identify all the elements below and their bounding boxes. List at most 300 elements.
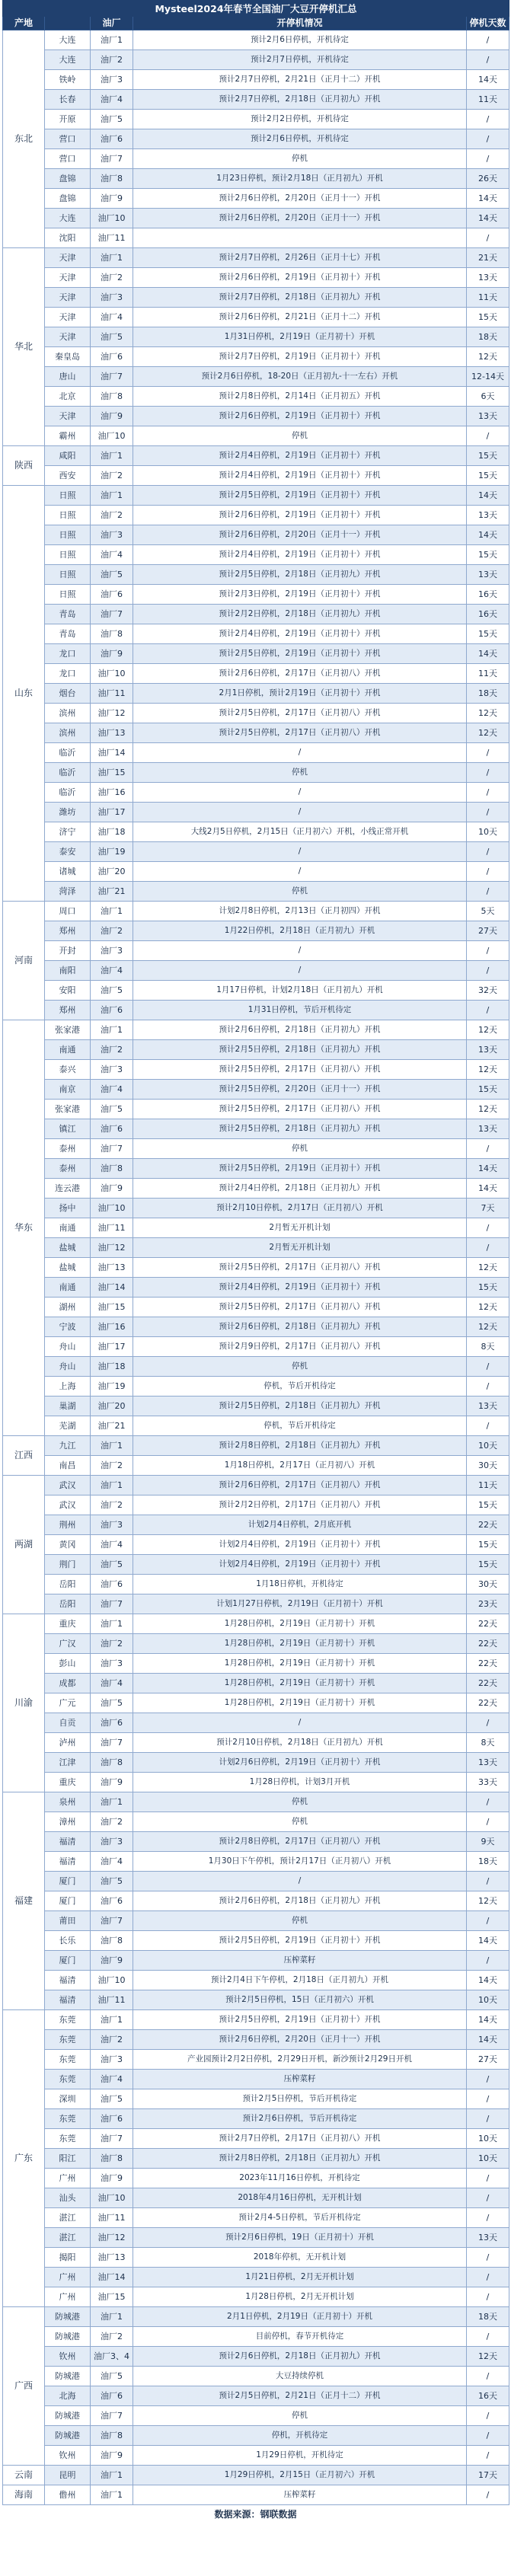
days-cell: /: [467, 2485, 509, 2505]
city-cell: 青岛: [45, 624, 91, 644]
days-cell: 27天: [467, 2050, 509, 2070]
city-cell: 营口: [45, 129, 91, 149]
days-cell: 15天: [467, 1278, 509, 1298]
plant-cell: 油厂4: [91, 1080, 133, 1100]
table-row: [3, 1298, 509, 1317]
city-cell: 重庆: [45, 1773, 91, 1792]
table-row: [3, 1337, 509, 1357]
table-row: [3, 585, 509, 605]
plant-cell: 油厂5: [91, 110, 133, 129]
plant-cell: 油厂8: [91, 169, 133, 189]
table-row: [3, 941, 509, 961]
city-cell: 泉州: [45, 1792, 91, 1812]
plant-cell: 油厂10: [91, 2188, 133, 2208]
city-cell: 天津: [45, 248, 91, 268]
status-cell: 1月28日停机，2月19日（正月初十）开机: [133, 1654, 467, 1674]
plant-cell: 油厂1: [91, 1792, 133, 1812]
days-cell: /: [467, 2327, 509, 2347]
table-row: [3, 2129, 509, 2149]
status-cell: 预计2月8日停机，2月18日（正月初九）开机: [133, 1436, 467, 1456]
plant-cell: 油厂13: [91, 1258, 133, 1278]
status-cell: 预计2月5日停机，2月20日（正月十一）开机: [133, 1080, 467, 1100]
city-cell: 南阳: [45, 961, 91, 981]
table-body: [3, 1, 509, 2505]
status-cell: 压榨菜籽: [133, 2070, 467, 2089]
status-cell: 计划2月4日停机，2月19日（正月初十）开机: [133, 1535, 467, 1555]
status-cell: 预计2月4日停机，2月19日（正月初十）开机: [133, 446, 467, 466]
plant-cell: 油厂9: [91, 407, 133, 426]
table-row: [3, 2089, 509, 2109]
city-cell: 南通: [45, 1278, 91, 1298]
table-row: [3, 1872, 509, 1891]
table-row: [3, 387, 509, 407]
days-cell: /: [467, 2367, 509, 2386]
plant-cell: 油厂5: [91, 565, 133, 585]
city-cell: 自贡: [45, 1713, 91, 1733]
table-row: [3, 1654, 509, 1674]
table-row: [3, 268, 509, 288]
table-row: [3, 2228, 509, 2248]
status-cell: 停机: [133, 1812, 467, 1832]
city-cell: 镇江: [45, 1119, 91, 1139]
plant-cell: 油厂6: [91, 1713, 133, 1733]
city-cell: 周口: [45, 902, 91, 921]
region-cell: 河南: [3, 902, 45, 1020]
plant-cell: 油厂16: [91, 1317, 133, 1337]
plant-cell: 油厂1: [91, 30, 133, 50]
plant-cell: 油厂9: [91, 1179, 133, 1199]
table-row: [3, 1159, 509, 1179]
table-row: [3, 1080, 509, 1100]
status-cell: 预计2月6日停机，2月19日（正月初十）开机: [133, 506, 467, 525]
table-title: Mysteel2024年春节全国油厂大豆开停机汇总: [3, 1, 509, 17]
days-cell: /: [467, 1792, 509, 1812]
city-cell: 成都: [45, 1674, 91, 1693]
days-cell: 14天: [467, 1179, 509, 1199]
status-cell: 停机: [133, 1139, 467, 1159]
city-cell: 舟山: [45, 1357, 91, 1377]
status-cell: 1月29日停机，2月15日（正月初六）开机: [133, 2466, 467, 2485]
city-cell: 日照: [45, 585, 91, 605]
status-cell: 预计2月5日停机，2月17日（正月初八）开机: [133, 1060, 467, 1080]
plant-cell: 油厂3: [91, 525, 133, 545]
table-row: [3, 882, 509, 902]
plant-cell: 油厂3、4: [91, 2347, 133, 2367]
days-cell: /: [467, 2208, 509, 2228]
city-cell: 宁波: [45, 1317, 91, 1337]
days-cell: 33天: [467, 1773, 509, 1792]
city-cell: 咸阳: [45, 446, 91, 466]
status-cell: 停机: [133, 882, 467, 902]
city-cell: 西安: [45, 466, 91, 486]
table-row: [3, 149, 509, 169]
days-cell: 14天: [467, 209, 509, 228]
days-cell: /: [467, 763, 509, 783]
plant-cell: 油厂7: [91, 1911, 133, 1931]
status-cell: 预计2月5日停机，2月18日（正月初九）开机: [133, 1119, 467, 1139]
status-cell: /: [133, 941, 467, 961]
status-cell: 预计2月6日停机，2月20日（正月十一）开机: [133, 525, 467, 545]
days-cell: 12天: [467, 1258, 509, 1278]
plant-cell: 油厂3: [91, 2050, 133, 2070]
days-cell: /: [467, 1812, 509, 1832]
table-row: [3, 1713, 509, 1733]
city-cell: 昆明: [45, 2466, 91, 2485]
city-cell: 日照: [45, 545, 91, 565]
status-cell: 预计2月5日停机，2月18日（正月初九）开机: [133, 565, 467, 585]
days-cell: 9天: [467, 1832, 509, 1852]
plant-cell: 油厂7: [91, 1139, 133, 1159]
city-cell: 北京: [45, 387, 91, 407]
region-cell: 华东: [3, 1020, 45, 1436]
city-cell: 盐城: [45, 1238, 91, 1258]
days-cell: /: [467, 50, 509, 70]
plant-cell: 油厂6: [91, 2109, 133, 2129]
days-cell: 12天: [467, 723, 509, 743]
status-cell: 2月暂无开机计划: [133, 1218, 467, 1238]
status-cell: 预计2月8日停机，2月18日（正月初九）开机: [133, 2149, 467, 2169]
plant-cell: 油厂2: [91, 1634, 133, 1654]
status-cell: 预计2月5日停机，2月17日（正月初八）开机: [133, 723, 467, 743]
city-cell: 武汉: [45, 1495, 91, 1515]
days-cell: 14天: [467, 1971, 509, 1990]
plant-cell: 油厂6: [91, 1891, 133, 1911]
city-cell: 连云港: [45, 1179, 91, 1199]
status-cell: 预计2月6日停机，2月19日（正月初十）开机: [133, 407, 467, 426]
status-cell: [133, 228, 467, 248]
plant-cell: 油厂5: [91, 1555, 133, 1575]
days-cell: /: [467, 2188, 509, 2208]
plant-cell: 油厂9: [91, 1773, 133, 1792]
table-row: [3, 545, 509, 565]
status-cell: 预计2月4日停机，2月19日（正月初十）开机: [133, 545, 467, 565]
table-row: [3, 723, 509, 743]
table-row: [3, 1357, 509, 1377]
status-cell: 1月31日停机，节后开机待定: [133, 1001, 467, 1020]
days-cell: /: [467, 228, 509, 248]
days-cell: 23天: [467, 1594, 509, 1614]
status-cell: 预计2月5日停机，2月17日（正月初八）开机: [133, 1258, 467, 1278]
plant-cell: 油厂7: [91, 149, 133, 169]
status-cell: 预计2月4-5日停机，节后开机待定: [133, 2208, 467, 2228]
status-cell: 预计2月6日停机，开机待定: [133, 129, 467, 149]
city-cell: 泸州: [45, 1733, 91, 1753]
table-row: [3, 525, 509, 545]
status-cell: 预计2月7日停机，2月19日（正月初十）开机: [133, 347, 467, 367]
plant-cell: 油厂5: [91, 2089, 133, 2109]
city-cell: 舟山: [45, 1337, 91, 1357]
plant-cell: 油厂14: [91, 743, 133, 763]
table-row: [3, 743, 509, 763]
status-cell: 预计2月6日停机，2月21日（正月十二）开机: [133, 308, 467, 327]
table-row: [3, 288, 509, 308]
plant-cell: 油厂13: [91, 2248, 133, 2268]
days-cell: /: [467, 2089, 509, 2109]
status-cell: 计划2月8日停机，2月13日（正月初四）开机: [133, 902, 467, 921]
city-cell: 张家港: [45, 1020, 91, 1040]
days-cell: 12天: [467, 1298, 509, 1317]
table-row: [3, 1258, 509, 1278]
city-cell: 霸州: [45, 426, 91, 446]
plant-cell: 油厂7: [91, 2406, 133, 2426]
days-cell: 12天: [467, 1020, 509, 1040]
status-cell: 预计2月6日停机，2月19日（正月初十）开机: [133, 268, 467, 288]
status-cell: 预计2月6日停机，开机待定: [133, 30, 467, 50]
status-cell: 预计2月5日停机，2月17日（正月初八）开机: [133, 1298, 467, 1317]
status-cell: 预计2月4日停机，2月19日（正月初十）开机: [133, 1278, 467, 1298]
city-cell: 天津: [45, 288, 91, 308]
plant-cell: 油厂12: [91, 704, 133, 723]
days-cell: /: [467, 426, 509, 446]
status-cell: 预计2月6日停机，节后开机待定: [133, 2109, 467, 2129]
plant-cell: 油厂2: [91, 2030, 133, 2050]
days-cell: 13天: [467, 1040, 509, 1060]
status-cell: 预计2月6日停机，2月17日（正月初八）开机: [133, 1476, 467, 1495]
table-row: [3, 327, 509, 347]
region-cell: 两湖: [3, 1476, 45, 1614]
plant-cell: 油厂1: [91, 902, 133, 921]
city-cell: 东莞: [45, 2010, 91, 2030]
status-cell: 停机: [133, 1357, 467, 1377]
status-cell: 压榨菜籽: [133, 1951, 467, 1971]
table-row: [3, 2050, 509, 2070]
days-cell: /: [467, 1238, 509, 1258]
days-cell: 22天: [467, 1634, 509, 1654]
plant-cell: 油厂10: [91, 664, 133, 684]
status-cell: 预计2月6日停机，19日（正月初十）开机: [133, 2228, 467, 2248]
status-cell: 压榨菜籽: [133, 2485, 467, 2505]
plant-cell: 油厂4: [91, 961, 133, 981]
days-cell: /: [467, 1872, 509, 1891]
table-row: [3, 1931, 509, 1951]
plant-cell: 油厂4: [91, 2070, 133, 2089]
city-cell: 泰兴: [45, 1060, 91, 1080]
days-cell: /: [467, 110, 509, 129]
days-cell: 14天: [467, 486, 509, 506]
plant-cell: 油厂8: [91, 1159, 133, 1179]
plant-cell: 油厂6: [91, 1575, 133, 1594]
plant-cell: 油厂8: [91, 1931, 133, 1951]
status-cell: 预计2月10日停机，2月17日（正月初八）开机: [133, 1199, 467, 1218]
table-row: [3, 2268, 509, 2287]
city-cell: 青岛: [45, 605, 91, 624]
plant-cell: 油厂8: [91, 624, 133, 644]
status-cell: 预计2月4日停机，2月19日（正月初十）开机: [133, 624, 467, 644]
plant-cell: 油厂20: [91, 1397, 133, 1416]
table-row: [3, 2010, 509, 2030]
plant-cell: 油厂1: [91, 2466, 133, 2485]
days-cell: /: [467, 2248, 509, 2268]
table-row: [3, 2149, 509, 2169]
status-cell: 1月18日停机，2月17日（正月初八）开机: [133, 1456, 467, 1476]
status-cell: 预计2月6日停机，2月18日（正月初九）开机: [133, 1891, 467, 1911]
plant-cell: 油厂3: [91, 941, 133, 961]
table-row: [3, 2347, 509, 2367]
status-cell: 停机: [133, 1911, 467, 1931]
plant-cell: 油厂11: [91, 684, 133, 704]
city-cell: 开原: [45, 110, 91, 129]
table-row: [3, 565, 509, 585]
city-cell: 北海: [45, 2386, 91, 2406]
city-cell: 巢湖: [45, 1397, 91, 1416]
status-cell: 计划2月4日停机，2月19日（正月初十）开机: [133, 1555, 467, 1575]
plant-cell: 油厂4: [91, 90, 133, 110]
status-cell: 2月1日停机，2月19日（正月初十）开机: [133, 2307, 467, 2327]
plant-cell: 油厂7: [91, 1594, 133, 1614]
table-row: [3, 1377, 509, 1397]
days-cell: /: [467, 2426, 509, 2446]
status-cell: 预计2月6日停机，18-20日（正月初九-十一左右）开机: [133, 367, 467, 387]
days-cell: 17天: [467, 2466, 509, 2485]
table-row: [3, 2466, 509, 2485]
status-cell: 预计2月5日停机，15日（正月初六）开机: [133, 1990, 467, 2010]
city-cell: 荆门: [45, 1555, 91, 1575]
status-cell: /: [133, 803, 467, 822]
city-cell: 岳阳: [45, 1575, 91, 1594]
plant-cell: 油厂2: [91, 50, 133, 70]
region-cell: 海南: [3, 2485, 45, 2505]
table-row: [3, 1535, 509, 1555]
status-cell: /: [133, 961, 467, 981]
table-row: [3, 842, 509, 862]
plant-cell: 油厂6: [91, 585, 133, 605]
table-row: [3, 407, 509, 426]
city-cell: 日照: [45, 525, 91, 545]
days-cell: 18天: [467, 327, 509, 347]
days-cell: 18天: [467, 2307, 509, 2327]
table-row: [3, 1238, 509, 1258]
status-cell: /: [133, 1713, 467, 1733]
table-row: [3, 2426, 509, 2446]
table-row: [3, 961, 509, 981]
city-cell: 营口: [45, 149, 91, 169]
city-cell: 湛江: [45, 2228, 91, 2248]
table-row: [3, 1634, 509, 1654]
status-cell: 预计2月7日停机，2月18日（正月初九）开机: [133, 90, 467, 110]
table-row: [3, 763, 509, 783]
table-row: [3, 1001, 509, 1020]
table-row: [3, 2248, 509, 2268]
table-row: [3, 248, 509, 268]
status-cell: 1月28日停机，2月19日（正月初十）开机: [133, 1634, 467, 1654]
city-cell: 天津: [45, 268, 91, 288]
city-cell: 长春: [45, 90, 91, 110]
city-cell: 防城港: [45, 2327, 91, 2347]
plant-cell: 油厂17: [91, 1337, 133, 1357]
city-cell: 天津: [45, 327, 91, 347]
table-row: [3, 644, 509, 664]
table-row: [3, 1971, 509, 1990]
city-cell: 诸城: [45, 862, 91, 882]
table-row: [3, 1060, 509, 1080]
table-row: [3, 1179, 509, 1199]
table-row: [3, 2208, 509, 2228]
table-row: [3, 1733, 509, 1753]
table-row: [3, 367, 509, 387]
days-cell: /: [467, 1713, 509, 1733]
days-cell: 13天: [467, 1753, 509, 1773]
days-cell: /: [467, 129, 509, 149]
city-cell: 滨州: [45, 704, 91, 723]
status-cell: 目前停机，春节开机待定: [133, 2327, 467, 2347]
table-row: [3, 347, 509, 367]
table-row: [3, 1852, 509, 1872]
city-cell: 揭阳: [45, 2248, 91, 2268]
status-cell: 预计2月2日停机，2月18日（正月初九）开机: [133, 605, 467, 624]
days-cell: 22天: [467, 1515, 509, 1535]
table-row: [3, 1792, 509, 1812]
city-cell: 铁岭: [45, 70, 91, 90]
status-cell: /: [133, 1872, 467, 1891]
plant-cell: 油厂4: [91, 308, 133, 327]
city-cell: 临沂: [45, 743, 91, 763]
days-cell: /: [467, 743, 509, 763]
days-cell: /: [467, 1139, 509, 1159]
city-cell: 厦门: [45, 1872, 91, 1891]
status-cell: 1月21日停机，2月无开机计划: [133, 2268, 467, 2287]
days-cell: 22天: [467, 1614, 509, 1634]
city-cell: 南昌: [45, 1456, 91, 1476]
days-cell: 12天: [467, 704, 509, 723]
plant-cell: 油厂4: [91, 1852, 133, 1872]
plant-cell: 油厂17: [91, 803, 133, 822]
days-cell: 15天: [467, 1535, 509, 1555]
days-cell: 22天: [467, 1693, 509, 1713]
days-cell: 22天: [467, 1674, 509, 1693]
plant-cell: 油厂3: [91, 70, 133, 90]
plant-cell: 油厂11: [91, 1990, 133, 2010]
status-cell: 1月17日停机，计划2月18日（正月初九）开机: [133, 981, 467, 1001]
city-cell: 郑州: [45, 1001, 91, 1020]
city-cell: 厦门: [45, 1951, 91, 1971]
region-cell: 川渝: [3, 1614, 45, 1792]
status-cell: 1月30日下午停机，预计2月17日（正月初八）开机: [133, 1852, 467, 1872]
plant-cell: 油厂7: [91, 605, 133, 624]
days-cell: 14天: [467, 525, 509, 545]
plant-cell: 油厂6: [91, 2386, 133, 2406]
plant-cell: 油厂9: [91, 189, 133, 209]
days-cell: 10天: [467, 822, 509, 842]
table-row: [3, 486, 509, 506]
days-cell: 21天: [467, 248, 509, 268]
data-source-footer: 数据来源：钢联数据: [214, 2509, 297, 2520]
days-cell: 5天: [467, 902, 509, 921]
table-row: [3, 1951, 509, 1971]
status-cell: 预计2月7日停机，2月17日（正月初八）开机: [133, 2129, 467, 2149]
city-cell: 张家港: [45, 1100, 91, 1119]
days-cell: /: [467, 1357, 509, 1377]
city-cell: 泰安: [45, 842, 91, 862]
plant-cell: 油厂2: [91, 506, 133, 525]
status-cell: 预计2月5日停机，2月19日（正月初十）开机: [133, 486, 467, 506]
table-row: [3, 2109, 509, 2129]
table-row: [3, 446, 509, 466]
region-cell: 山东: [3, 486, 45, 902]
table-row: [3, 1199, 509, 1218]
plant-cell: 油厂9: [91, 1951, 133, 1971]
status-cell: 停机: [133, 426, 467, 446]
days-cell: 13天: [467, 1397, 509, 1416]
table-row: [3, 1317, 509, 1337]
region-cell: 广东: [3, 2010, 45, 2307]
days-cell: 12天: [467, 1060, 509, 1080]
table-row: [3, 1594, 509, 1614]
table-row: [3, 189, 509, 209]
city-cell: 东莞: [45, 2109, 91, 2129]
status-cell: 预计2月5日停机，节后开机待定: [133, 2089, 467, 2109]
status-cell: 1月28日停机，2月19日（正月初十）开机: [133, 1674, 467, 1693]
days-cell: 11天: [467, 1476, 509, 1495]
